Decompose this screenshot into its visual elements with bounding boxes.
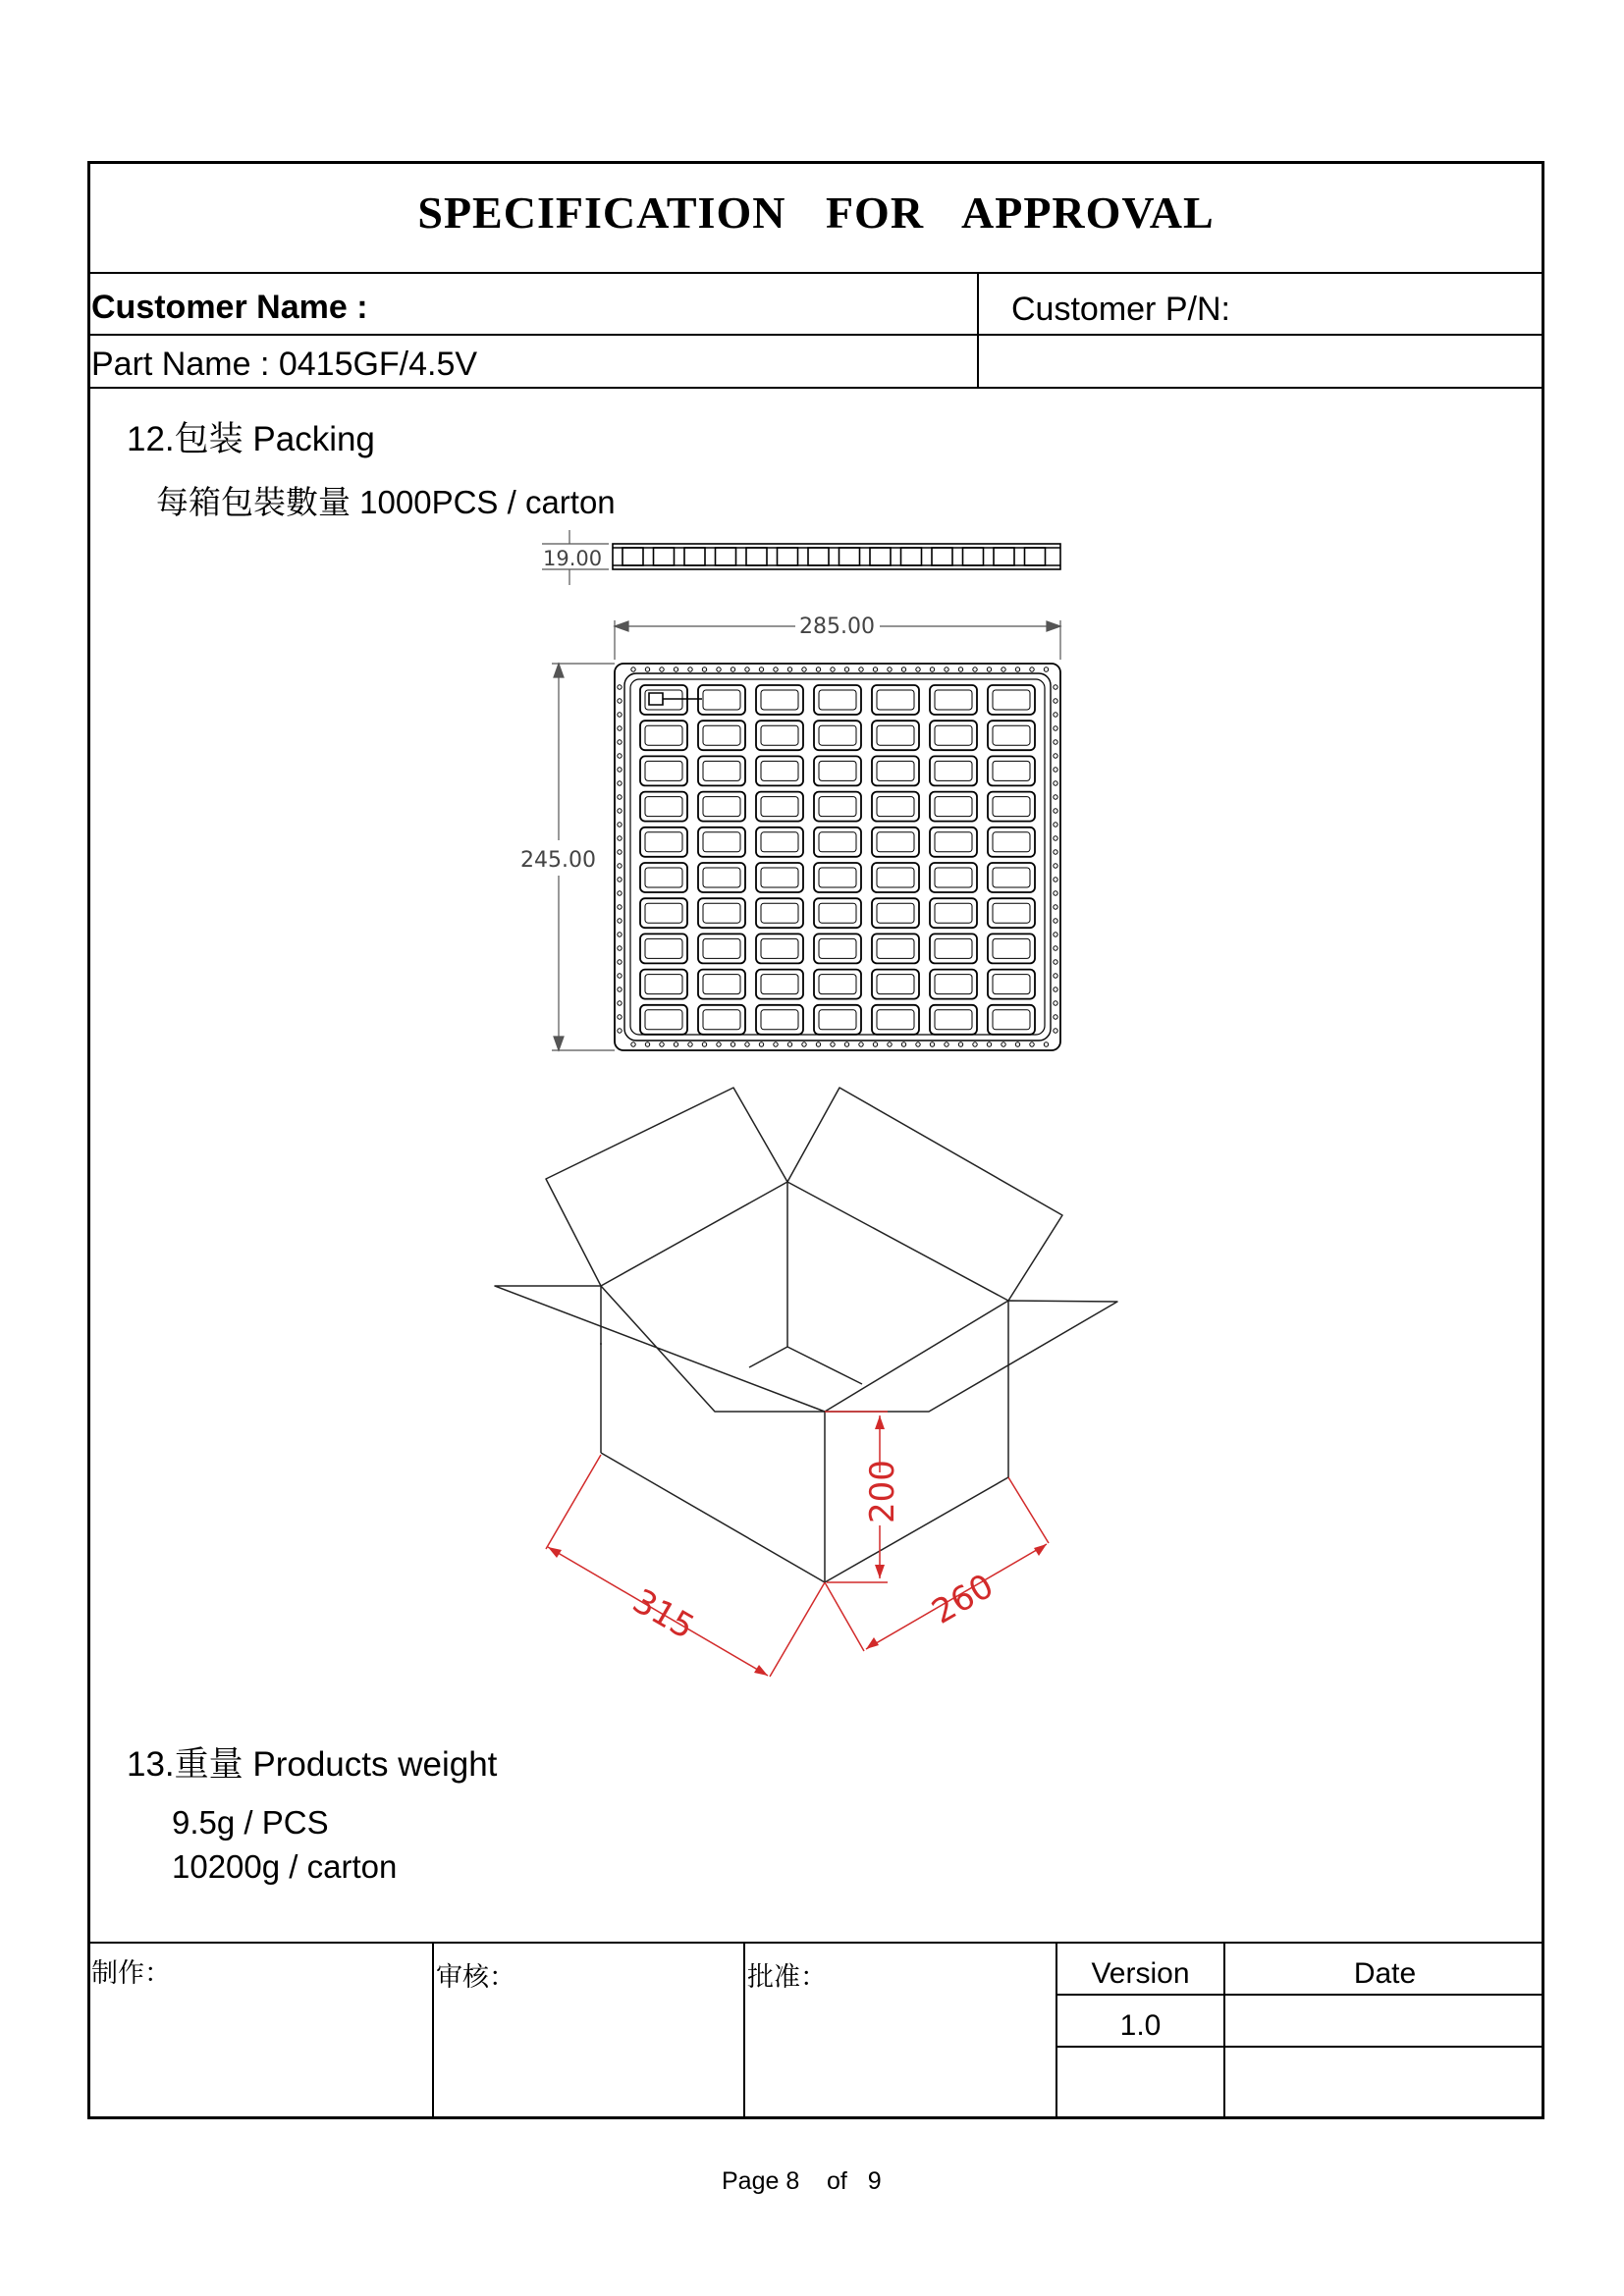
tray-hole [618,919,622,923]
weight-section-title: 13.重量 Products weight [127,1745,498,1784]
tray-height-label: 245.00 [520,848,596,873]
tray-pocket-inner [819,1010,856,1030]
tray-rib [654,548,675,565]
divider [743,1942,745,2118]
tray-hole [831,667,835,671]
tray-pocket-inner [935,725,972,745]
tray-hole [1054,988,1057,991]
approve-label: 批准： [747,1962,827,1993]
per-carton-quantity: 每箱包裝數量 1000PCS / carton [156,484,616,520]
tray-hole [1044,1042,1048,1046]
page-number: Page 8 of 9 [722,2167,882,2195]
tray-pocket-inner [935,868,972,887]
box-height-label: 200 [863,1460,902,1523]
tray-pocket-inner [935,761,972,780]
tray-hole [618,878,622,881]
tray-rib [746,548,767,565]
tray-hole [1030,1042,1034,1046]
tray-hole [1054,768,1057,772]
tray-hole [1044,667,1048,671]
tray-pocket-inner [935,975,972,994]
tray-hole [930,1042,934,1046]
tray-pocket-inner [703,975,740,994]
carton-box [495,1088,1117,1582]
tray-hole [631,1042,635,1046]
tray-pocket-inner [703,725,740,745]
tray-pocket-inner [703,690,740,710]
tray-pocket-inner [935,832,972,852]
tray-pocket-inner [819,797,856,817]
tray-hole [1054,823,1057,827]
tray-hole [618,891,622,895]
tray-hole [802,1042,806,1046]
tray-pocket-inner [819,975,856,994]
tray-hole [1054,946,1057,950]
tray-rib [839,548,860,565]
tray-pocket-inner [703,761,740,780]
tray-pocket-inner [761,690,798,710]
tray-hole [916,667,920,671]
tray-hole [618,795,622,799]
tray-hole [645,1042,649,1046]
tray-pocket-inner [993,690,1030,710]
tray-pocket-inner [645,975,682,994]
tray-hole [618,905,622,909]
tray-hole [717,667,721,671]
tray-hole [731,667,734,671]
tray-pocket-inner [935,690,972,710]
tray-hole [859,1042,863,1046]
tray-hole [618,850,622,854]
tray-pocket-inner [819,832,856,852]
tray-hole [774,667,778,671]
tray-hole [1015,1042,1019,1046]
tray-hole [618,836,622,840]
tray-hole [688,1042,692,1046]
tray-hole [1054,754,1057,758]
tray-pocket-inner [877,832,914,852]
tray-pocket-inner [819,725,856,745]
tray-hole [787,667,791,671]
tray-pocket-inner [703,938,740,958]
tray-rib [808,548,829,565]
tray-hole [1054,905,1057,909]
tray-hole [1015,667,1019,671]
weight-per-pcs: 9.5g / PCS [172,1804,329,1841]
tray-hole [674,667,677,671]
divider [87,387,1544,389]
review-label: 审核： [436,1962,515,1993]
tray-hole [759,667,763,671]
tray-hole [1054,1001,1057,1005]
tray-pocket-inner [703,903,740,923]
tray-hole [1054,1015,1057,1019]
tray-pocket-inner [993,1010,1030,1030]
tray-pocket-inner [819,761,856,780]
tray-hole [930,667,934,671]
tray-hole [660,1042,664,1046]
tray-hole [618,1015,622,1019]
tray-hole [1054,836,1057,840]
tray-pocket-inner [877,903,914,923]
tray-rib [778,548,798,565]
carton-box-drawing [481,1070,1129,1698]
tray-hole [759,1042,763,1046]
tray-hole [844,1042,848,1046]
tray-hole [618,809,622,813]
tray-pocket-inner [761,1010,798,1030]
tray-hole [1054,713,1057,717]
tray-hole [1054,891,1057,895]
tray-hole [1054,933,1057,936]
tray-hole [618,726,622,730]
tray-top-view [615,664,1060,1050]
tray-pocket-inner [703,1010,740,1030]
tray-hole [618,1029,622,1033]
tray-side-view [613,544,1060,569]
tray-hole [945,667,948,671]
tray-hole [873,667,877,671]
tray-pocket-inner [645,938,682,958]
tray-width-label: 285.00 [799,614,875,639]
version-value: 1.0 [1119,2009,1162,2042]
tray-rib [716,548,736,565]
tray-hole [745,667,749,671]
tray-hole [831,1042,835,1046]
tray-hole [618,740,622,744]
tray-pocket-inner [761,975,798,994]
tray-pocket-inner [645,868,682,887]
tray-hole [1054,878,1057,881]
tray-pocket-inner [819,690,856,710]
tray-hole [973,667,977,671]
tray-hole [987,1042,991,1046]
tray-hole [774,1042,778,1046]
tray-pocket-inner [993,797,1030,817]
made-by-label: 制作： [91,1958,171,1989]
tray-hole [618,974,622,978]
tray-hole [618,781,622,785]
tray-pocket-inner [703,832,740,852]
tray-hole [859,667,863,671]
tray-pocket-inner [993,725,1030,745]
tray-pocket-inner [935,903,972,923]
tray-hole [1054,781,1057,785]
packing-section-title: 12.包装 Packing [127,420,375,458]
tray-hole [1054,740,1057,744]
tray-hole [1054,919,1057,923]
tray-hole [618,864,622,868]
tray-pocket-inner [877,1010,914,1030]
tray-pocket-inner [819,868,856,887]
tray-pocket-inner [819,903,856,923]
tray-hole [618,823,622,827]
tray-pocket-inner [877,868,914,887]
tray-pocket-inner [935,797,972,817]
tray-pocket-inner [935,1010,972,1030]
page-title: SPECIFICATION FOR APPROVAL [417,187,1215,238]
tray-hole [802,667,806,671]
box-width-label: 260 [925,1566,1001,1632]
tray-hole [1054,809,1057,813]
tray-rib [870,548,891,565]
tray-hole [987,667,991,671]
tray-hole [1030,667,1034,671]
tray-hole [702,667,706,671]
divider [977,272,979,387]
tray-pocket-inner [761,868,798,887]
tray-hole [816,667,820,671]
carton-dimensions [546,1412,1049,1677]
tray-hole [618,960,622,964]
tray-pocket-inner [761,938,798,958]
tray-hole [901,667,905,671]
tray-pocket-inner [645,725,682,745]
tray-pocket-inner [935,938,972,958]
tray-pocket-inner [761,725,798,745]
tray-pocket-inner [761,797,798,817]
tray-hole [618,713,622,717]
tray-pocket-inner [993,832,1030,852]
tray-hole [958,1042,962,1046]
tray-pocket-inner [761,903,798,923]
divider [87,1942,1544,1944]
version-label: Version [1091,1957,1190,1990]
tray-hole [645,667,649,671]
tray-rib [932,548,952,565]
tray-hole [787,1042,791,1046]
divider [1056,1994,1544,1996]
tray-hole [618,768,622,772]
tray-pocket-inner [645,761,682,780]
tray-hole [844,667,848,671]
tray-pocket-inner [703,797,740,817]
tray-hole [1054,974,1057,978]
tray-hole [674,1042,677,1046]
tray-hole [618,754,622,758]
tray-pocket-inner [645,832,682,852]
tray-hole [618,685,622,689]
tray-hole [1054,864,1057,868]
tray-rib [994,548,1014,565]
customer-pn-label: Customer P/N: [1011,291,1230,328]
tray-hole [618,988,622,991]
tray-hole [916,1042,920,1046]
tray-hole [618,1001,622,1005]
tray-hole [816,1042,820,1046]
tray-hole [945,1042,948,1046]
tray-pocket-inner [877,797,914,817]
tray-pocket-inner [645,1010,682,1030]
tray-pocket-inner [703,868,740,887]
tray-hole [1054,1029,1057,1033]
date-label: Date [1353,1957,1417,1990]
tray-pocket-inner [645,797,682,817]
tray-rib [1025,548,1046,565]
tray-rib [623,548,643,565]
tray-pocket-inner [993,903,1030,923]
tray-hole [618,933,622,936]
tray-hole [618,699,622,703]
divider [87,272,1544,274]
box-length-label: 315 [625,1581,701,1648]
tray-pocket-inner [993,761,1030,780]
tray-hole [731,1042,734,1046]
tray-pocket-inner [877,725,914,745]
tray-hole [1001,667,1005,671]
tray-pocket-inner [877,938,914,958]
tray-hole [717,1042,721,1046]
tray-hole [1054,699,1057,703]
customer-name-label: Customer Name : [91,289,368,326]
tray-hole [618,946,622,950]
tray-hole [1054,850,1057,854]
tray-hole [1054,685,1057,689]
tray-hole [1054,795,1057,799]
divider [1056,2046,1544,2048]
tray-hole [888,667,892,671]
tray-hole [973,1042,977,1046]
tray-hole [901,1042,905,1046]
tray-hole [1001,1042,1005,1046]
tray-rib [901,548,922,565]
part-name: Part Name : 0415GF/4.5V [91,346,478,383]
tray-pocket-inner [993,868,1030,887]
tray-thickness-label: 19.00 [543,547,603,570]
divider [432,1942,434,2118]
tray-hole [958,667,962,671]
tray-hole [631,667,635,671]
tray-pocket-inner [645,903,682,923]
tray-pocket-inner [761,832,798,852]
tray-rib [684,548,705,565]
tray-pocket-inner [819,938,856,958]
tray-drawing [511,530,1080,1060]
weight-per-carton: 10200g / carton [172,1848,398,1885]
divider [87,334,1544,336]
tray-pocket-inner [993,938,1030,958]
tray-hole [873,1042,877,1046]
tray-hole [702,1042,706,1046]
tray-hole [660,667,664,671]
tray-hole [745,1042,749,1046]
tray-hole [1054,726,1057,730]
tray-hole [888,1042,892,1046]
tray-rib [963,548,984,565]
tray-pocket-inner [877,690,914,710]
tray-hole [688,667,692,671]
tray-pocket-inner [877,975,914,994]
tray-hole [1054,960,1057,964]
tray-pocket-inner [761,761,798,780]
tray-pocket-inner [877,761,914,780]
tray-pocket-inner [993,975,1030,994]
